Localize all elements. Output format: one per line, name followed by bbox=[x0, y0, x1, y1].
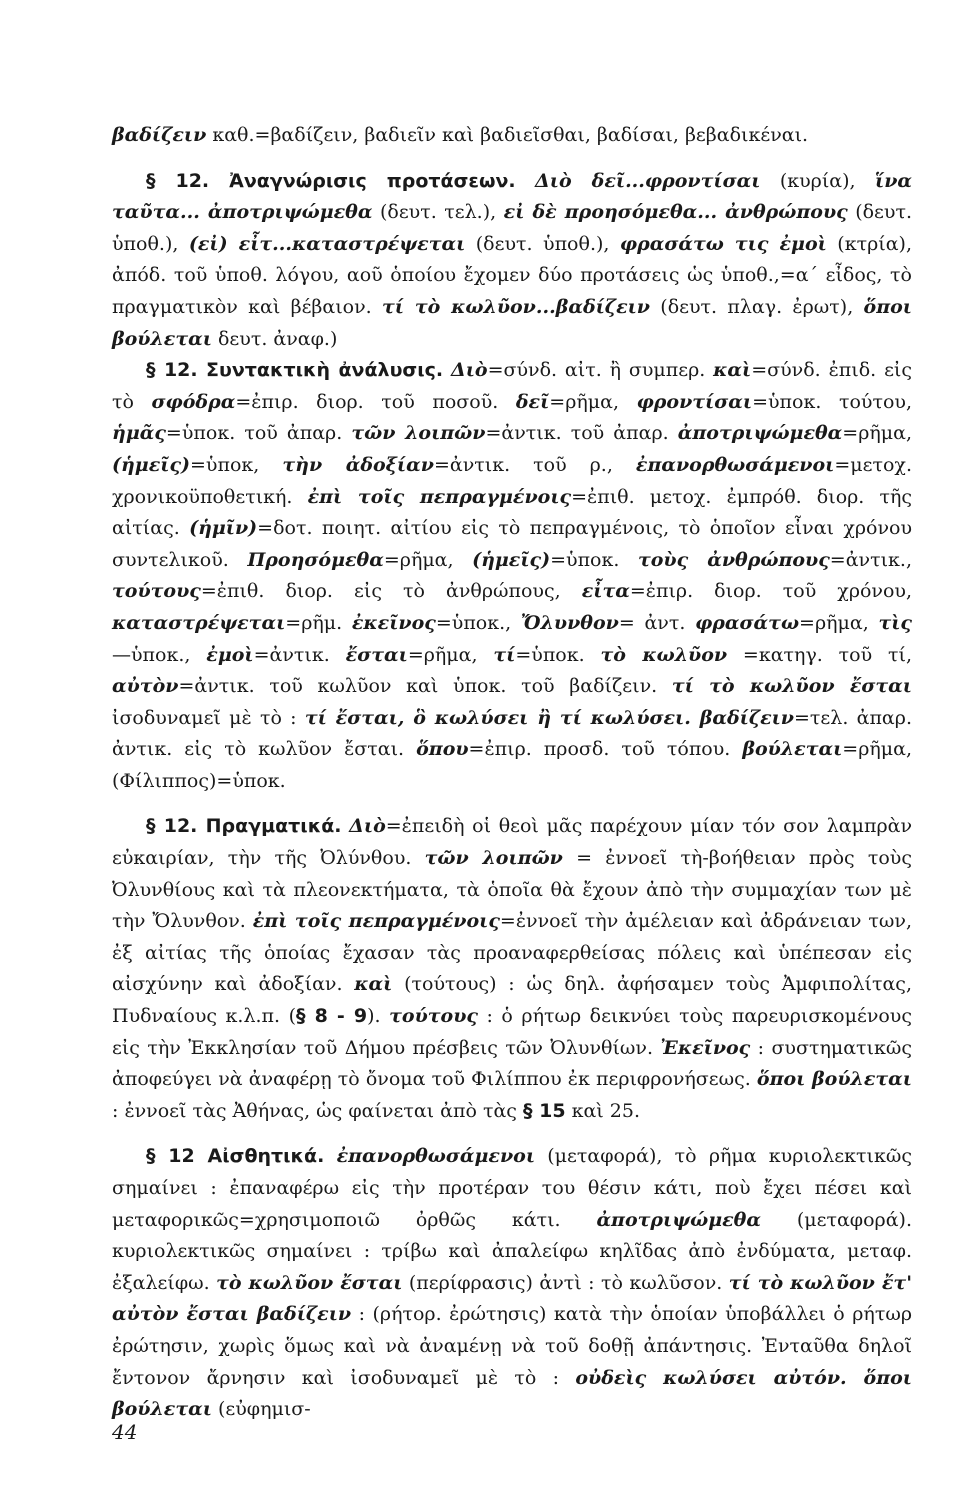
bold-term: Διὸ bbox=[349, 815, 386, 838]
bold-term: Προησόμεθα bbox=[247, 548, 384, 571]
bold-term: ἡμᾶς bbox=[112, 422, 166, 445]
section-heading: § 12. Ἀναγνώρισις προτάσεων. bbox=[146, 169, 516, 192]
bold-term: φροντίσαι bbox=[636, 390, 753, 413]
text-run: =ἀντικ. τοῦ κωλῦον καὶ ὑποκ. τοῦ βαδίζειν. bbox=[178, 675, 672, 698]
bold-term: τῶν λοιπῶν bbox=[424, 847, 563, 870]
bold-term: ἵνα ταῦτα... ἀποτριψώμεθα bbox=[112, 169, 912, 224]
bold-term: (ἡμῖν) bbox=[189, 517, 258, 540]
bold-term: εἰ δὲ προησόμεθα... ἀνθρώπους bbox=[503, 201, 848, 224]
bold-term: Διὸ bbox=[450, 359, 488, 382]
text-run: =ἀντικ. τοῦ ρ., bbox=[433, 453, 636, 476]
paragraph-pragmatika bbox=[112, 811, 912, 1127]
text-run: = ἐννοεῖ τὴ-βοήθειαν πρὸς τοὺς Ὀλυνθίους καὶ τὰ πλεονεκτήματα, τὰ ὁποῖα θὰ ἔχουν ἀπὸ τὴν συμμαχίαν των μὲ τὴν Ὄλυνθον. bbox=[112, 847, 913, 933]
text-run: καὶ 25. bbox=[565, 1099, 640, 1122]
text-run: =ρῆμα, bbox=[549, 390, 637, 413]
text-run: (περίφρασις) ἀντὶ : τὸ κωλῦσον. bbox=[402, 1271, 729, 1294]
paragraph-aisthitika bbox=[112, 1141, 912, 1425]
bold-term: τί τὸ κωλῦον ἔσται bbox=[671, 675, 912, 698]
page-number: 44 bbox=[112, 1420, 138, 1444]
bold-term: βαδίζειν bbox=[112, 124, 207, 146]
bold-term: τί ἔσται, ὃ κωλύσει ἢ τί κωλύσει. βαδίζειν bbox=[304, 706, 794, 729]
text-run: =σύνδ. ἐπιδ. εἰς τὸ bbox=[112, 359, 912, 413]
section-ref: § 15 bbox=[522, 1099, 566, 1122]
text-run: =ἀντικ. τοῦ ἀπαρ. bbox=[485, 422, 678, 445]
text-run: =ρῆμα, bbox=[407, 643, 494, 666]
text-run: =ὑποκ, bbox=[190, 453, 283, 476]
bold-term: ἐπὶ τοῖς πεπραγμένοις bbox=[307, 485, 572, 508]
text-run: : ὁ ρήτωρ δεικνύει τοὺς παρευρισκομένους εἰς τὴν Ἐκκλησίαν τοῦ Δήμου πρέσβεις τῶν Ὀλυνθίων. bbox=[112, 1005, 912, 1059]
bold-term: τί bbox=[493, 643, 516, 666]
text-run: =ἐπιρ. διορ. τοῦ χρόνου, bbox=[629, 580, 913, 603]
text-run: =κατηγ. τοῦ τί, bbox=[727, 643, 913, 666]
bold-term: ὅποι βούλεται bbox=[756, 1068, 912, 1091]
text-run: (δευτ. ὑποθ.), bbox=[465, 232, 620, 255]
bold-term: φρασάτω τις ἐμοὶ bbox=[619, 232, 827, 255]
bold-term: τὸ κωλῦον ἔσται bbox=[216, 1271, 403, 1294]
text-run: δευτ. ἀναφ.) bbox=[211, 327, 338, 350]
text-run: =ὑποκ. bbox=[515, 643, 601, 666]
text-run: =ἐπιθ. μετοχ. ἐμπρόθ. διορ. τῆς αἰτίας. bbox=[112, 485, 912, 540]
bold-term: τούτους bbox=[112, 580, 201, 603]
bold-term: ἀποτριψώμεθα bbox=[596, 1208, 761, 1231]
text-run: =ρῆμ. bbox=[285, 611, 352, 634]
text-run: ἰσοδυναμεῖ μὲ τὸ : bbox=[112, 706, 305, 729]
bold-term: αὐτὸν bbox=[112, 675, 179, 698]
bold-term: ἀποτριψώμεθα bbox=[677, 422, 843, 445]
text-run: =ὑποκ., bbox=[435, 611, 521, 634]
bold-term: τὶς bbox=[878, 611, 912, 634]
bold-term: καὶ bbox=[354, 973, 393, 996]
text-run: =ἐπιρ. προσδ. τοῦ τόπου. bbox=[468, 738, 743, 761]
text-run: =ἐννοεῖ τὴν ἀμέλειαν καὶ ἀδράνειαν των, ἐξ αἰτίας τῆς ὁποίας ἔχασαν τὰς προαναφερθείσας πόλεις καὶ ὑπέπεσαν εἰς αἰσχύνην καὶ ἀδοξίαν. bbox=[112, 910, 913, 996]
bold-term: τούτους bbox=[389, 1005, 478, 1028]
text-run: = ἀντ. bbox=[618, 611, 696, 634]
bold-term: τί τὸ κωλῦον...βαδίζειν bbox=[382, 295, 650, 318]
text-run: : συστηματικῶς ἀποφεύγει νὰ ἀναφέρῃ τὸ ὄνομα τοῦ Φιλίππου ἐκ περιφρονήσεως. bbox=[112, 1036, 912, 1091]
bold-term: εἶτα bbox=[581, 580, 630, 603]
section-heading: § 12. Πραγματικά. bbox=[146, 815, 342, 838]
bold-term: Ἐκεῖνος bbox=[660, 1036, 751, 1059]
text-run: =ὑποκ. bbox=[550, 548, 638, 571]
text-run bbox=[341, 815, 349, 837]
bold-term: (εἰ) εἶτ...καταστρέψεται bbox=[188, 232, 466, 255]
bold-term: ἐπανορθωσάμενοι bbox=[336, 1145, 536, 1168]
text-run: (δευτ. ὑποθ.), bbox=[112, 201, 912, 255]
text-run: (τούτους) : ὡς δηλ. ἀφήσαμεν τοὺς Ἀμφιπολίτας, Πυδναίους κ.λ.π. ( bbox=[112, 973, 912, 1028]
text-run: (κτρία), ἀπόδ. τοῦ ὑποθ. λόγου, αοῦ ὁποίου ἔχομεν δύο προτάσεις ὡς ὑποθ.,=α΄ εἶδος, τὸ πραγματικὸν καὶ βέβαιον. bbox=[112, 232, 912, 318]
bold-term: βούλεται bbox=[742, 738, 843, 761]
text-run: =δοτ. ποιητ. αἰτίου εἰς τὸ πεπραγμένοις, τὸ ὁποῖον εἶναι χρόνου συντελικοῦ. bbox=[112, 517, 912, 571]
paragraph-anagnorisis bbox=[112, 166, 912, 356]
text-run: =ἐπιρ. διορ. τοῦ ποσοῦ. bbox=[235, 390, 516, 413]
bold-term: καὶ bbox=[713, 359, 752, 382]
section-ref: § 8 - 9 bbox=[296, 1005, 368, 1028]
text-run: =ἐπιθ. διορ. εἰς τὸ ἀνθρώπους, bbox=[200, 580, 582, 603]
text-run: =ὑποκ. τοῦ ἀπαρ. bbox=[165, 422, 352, 445]
bold-term: τοὺς ἀνθρώπους bbox=[637, 548, 830, 571]
text-run: =τελ. ἀπαρ. ἀντικ. εἰς τὸ κωλῦον ἔσται. bbox=[112, 706, 912, 761]
bold-term: ἐκεῖνος bbox=[351, 611, 436, 634]
text-run: =μετοχ. χρονικοϋποθετική. bbox=[112, 453, 912, 508]
bold-term: ἔσται bbox=[345, 643, 408, 666]
bold-term: τὸ κωλῦον bbox=[600, 643, 728, 666]
text-run: (εὐφημισ- bbox=[211, 1398, 311, 1421]
text-run: —ὑποκ., bbox=[112, 643, 207, 666]
section-heading: § 12 Αἰσθητικά. bbox=[146, 1145, 325, 1168]
text-run bbox=[443, 359, 451, 381]
bold-term: ὅποι βούλεται bbox=[112, 295, 912, 350]
text-run: =ρῆμα, bbox=[383, 548, 473, 571]
bold-term: ἐπανορθωσάμενοι bbox=[635, 453, 835, 476]
bold-term: (ἡμεῖς) bbox=[472, 548, 551, 571]
bold-term: Ὄλυνθον bbox=[520, 611, 619, 634]
text-run: (κυρία), bbox=[760, 169, 875, 192]
bold-term: δεῖ bbox=[515, 390, 550, 413]
bold-term: οὐδεὶς κωλύσει αὐτόν. ὅποι βούλεται bbox=[112, 1366, 913, 1421]
bold-term: τῶν λοιπῶν bbox=[351, 422, 486, 445]
text-run: =ὑποκ. τούτου, bbox=[752, 390, 912, 413]
text-run: =ρῆμα, (Φίλιππος)=ὑποκ. bbox=[112, 738, 912, 792]
bold-term: Διὸ δεῖ...φροντίσαι bbox=[535, 169, 761, 192]
section-heading: § 12. Συντακτικὴ ἀνάλυσις. bbox=[146, 359, 444, 382]
paragraph-syntaktiki bbox=[112, 355, 912, 797]
text-run: : (ρήτορ. ἐρώτησις) κατὰ τὴν ὁποίαν ὑποβάλλει ὁ ρήτωρ ἐρώτησιν, χωρὶς ὅμως καὶ νὰ ἀναμένῃ νὰ τοῦ δοθῇ ἀπάντησις. Ἐνταῦθα δηλοῖ ἔντονον ἄρνησιν καὶ ἰσοδυναμεῖ μὲ τὸ : bbox=[112, 1303, 912, 1389]
bold-term: (ἡμεῖς) bbox=[112, 453, 191, 476]
bold-term: ὅπου bbox=[416, 738, 469, 761]
paragraph-badizein bbox=[112, 120, 912, 152]
text-run: =ρῆμα, bbox=[799, 611, 879, 634]
bold-term: ἐμοὶ bbox=[206, 643, 254, 666]
text-run: (μεταφορά), τὸ ρῆμα κυριολεκτικῶς σημαίνει : ἐπαναφέρω εἰς τὴν προτέραν του θέσιν κάτι, ποὺ ἔχει πέσει καὶ μεταφορικῶς=χρησιμοποιῶ ὀρθῶς κάτι. bbox=[112, 1145, 912, 1231]
bold-term: τὴν ἀδοξίαν bbox=[282, 453, 434, 476]
text-run: =ἀντικ. bbox=[253, 643, 346, 666]
bold-term: σφόδρα bbox=[151, 390, 236, 413]
bold-term: ἐπὶ τοῖς πεπραγμένοις bbox=[252, 910, 500, 933]
text-run: καθ.=βαδίζειν, βαδιεῖν καὶ βαδιεῖσθαι, βαδίσαι, βεβαδικέναι. bbox=[206, 124, 809, 146]
text-run: =ἀντικ., bbox=[829, 548, 912, 571]
text-run: (δευτ. πλαγ. ἐρωτ), bbox=[650, 295, 864, 318]
bold-term: φρασάτω bbox=[695, 611, 800, 634]
page-body bbox=[112, 120, 912, 1426]
text-run: (μεταφορά). κυριολεκτικῶς σημαίνει : τρίβω καὶ ἀπαλείφω κηλῖδας ἀπὸ ἐνδύματα, μεταφ. ἐξαλείφω. bbox=[112, 1208, 912, 1294]
bold-term: τί τὸ κωλῦον ἔτ' αὐτὸν ἔσται βαδίζειν bbox=[112, 1271, 913, 1326]
text-run: =σύνδ. αἰτ. ἢ συμπερ. bbox=[487, 359, 714, 382]
text-run: (δευτ. τελ.), bbox=[372, 201, 504, 224]
bold-term: καταστρέψεται bbox=[112, 611, 286, 634]
text-run: =ρῆμα, bbox=[842, 422, 912, 445]
text-run: : ἐννοεῖ τὰς Ἀθήνας, ὡς φαίνεται ἀπὸ τὰς bbox=[112, 1099, 523, 1122]
text-run bbox=[516, 170, 535, 192]
text-run: ). bbox=[367, 1005, 390, 1028]
text-run: =ἐπειδὴ οἱ θεοὶ μᾶς παρέχουν μίαν τόν σον λαμπρὰν εὐκαιρίαν, τὴν τῆς Ὀλύνθου. bbox=[112, 815, 912, 870]
text-run bbox=[324, 1145, 336, 1167]
